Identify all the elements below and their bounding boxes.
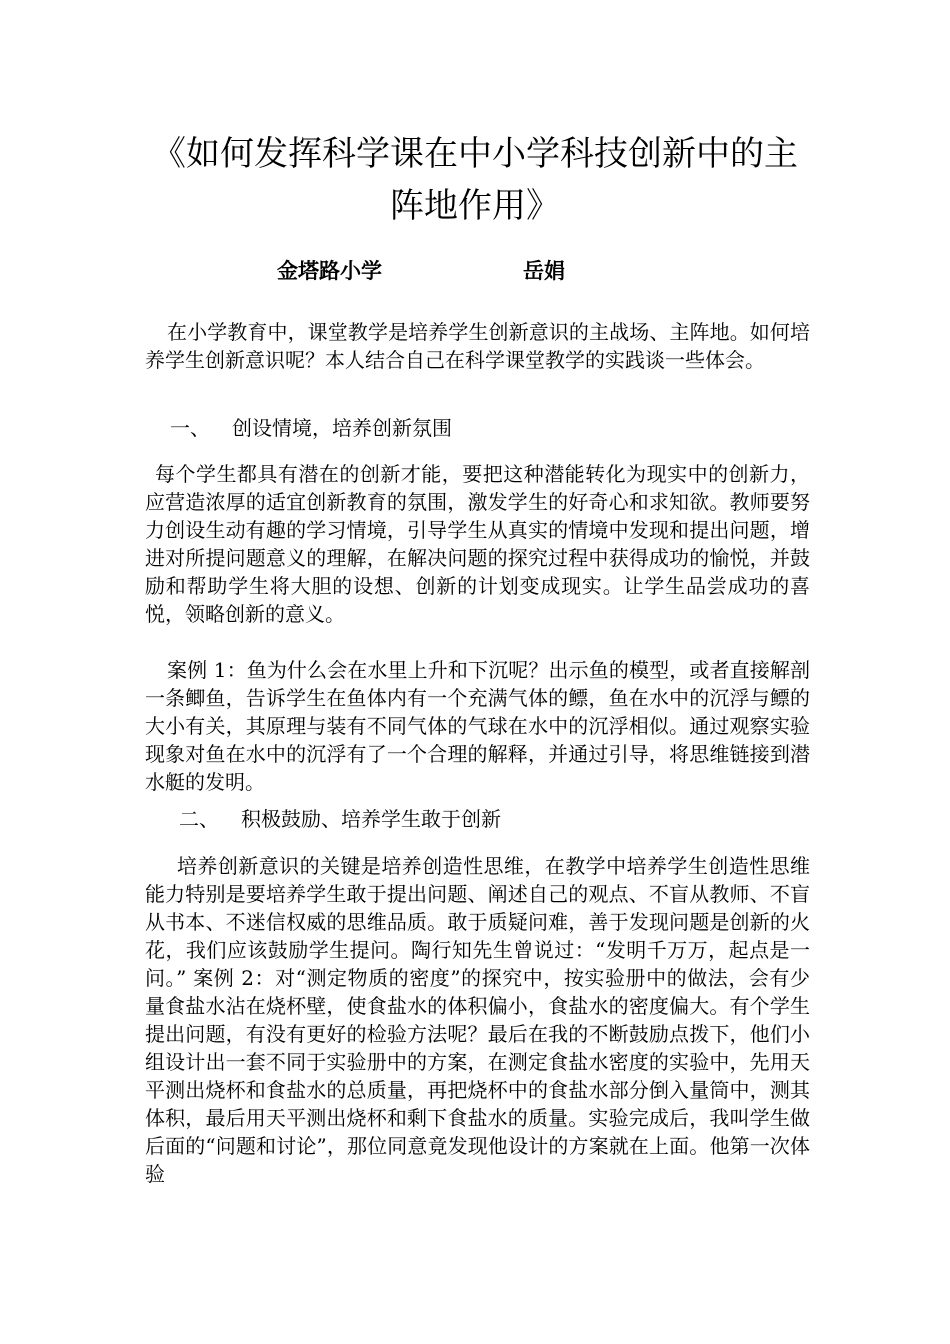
section-2-heading: [179, 805, 501, 833]
section-1-title: 创设情境，培养创新氛围: [232, 416, 452, 440]
byline: [0, 256, 950, 286]
section-1-number: 一、: [170, 416, 210, 440]
section-1-paragraph: 每个学生都具有潜在的创新才能，要把这种潜能转化为现实中的创新力，应营造浓厚的适宜创新教育的氛围，激发学生的好奇心和求知欲。教师要努力创设生动有趣的学习情境，引导学生从真实的情境中发现和提出问题，增进对所提问题意义的理解，在解决问题的探究过程中获得成功的愉悦，并鼓励和帮助学生将大胆的设想、创新的计划变成现实。让学生品尝成功的喜悦，领略创新的意义。: [145, 462, 810, 626]
document-title: 《如何发挥科学课在中小学科技创新中的主阵地作用》: [152, 134, 798, 226]
intro-paragraph: 在小学教育中，课堂教学是培养学生创新意识的主战场、主阵地。如何培养学生创新意识呢？本人结合自己在科学课堂教学的实践谈一些体会。: [145, 320, 810, 372]
section-2-number: 二、: [179, 807, 219, 831]
school-name: 金塔路小学: [277, 259, 382, 283]
section-2-paragraph: 培养创新意识的关键是培养创造性思维，在教学中培养学生创造性思维能力特别是要培养学生敢于提出问题、阐述自己的观点、不盲从教师、不盲从书本、不迷信权威的思维品质。敢于质疑问难，善于发现问题是创新的火花，我们应该鼓励学生提问。陶行知先生曾说过：“发明千万万，起点是一问。” 案例 2：对“测定物质的密度”的探究中，按实验册中的做法，会有少量食盐水沾在烧杯壁，使食盐水的体积偏小，食盐水的密度偏大。有个学生提出问题，有没有更好的检验方法呢？最后在我的不断鼓励点拨下，他们小组设计出一套不同于实验册中的方案，在测定食盐水密度的实验中，先用天平测出烧杯和食盐水的总质量，再把烧杯中的食盐水部分倒入量筒中，测其体积，最后用天平测出烧杯和剩下食盐水的质量。实验完成后，我叫学生做后面的“问题和讨论”，那位同意竟发现他设计的方案就在上面。他第一次体验: [145, 854, 810, 1186]
case-1-paragraph: 案例 1：鱼为什么会在水里上升和下沉呢？出示鱼的模型，或者直接解剖一条鲫鱼，告诉学生在鱼体内有一个充满气体的鳔，鱼在水中的沉浮与鳔的大小有关，其原理与装有不同气体的气球在水中的沉浮相似。通过观察实验现象对鱼在水中的沉浮有了一个合理的解释，并通过引导，将思维链接到潜水艇的发明。: [145, 658, 810, 794]
section-2-title: 积极鼓励、培养学生敢于创新: [241, 807, 501, 831]
author-name: 岳娟: [523, 259, 565, 283]
section-1-heading: [170, 414, 452, 442]
